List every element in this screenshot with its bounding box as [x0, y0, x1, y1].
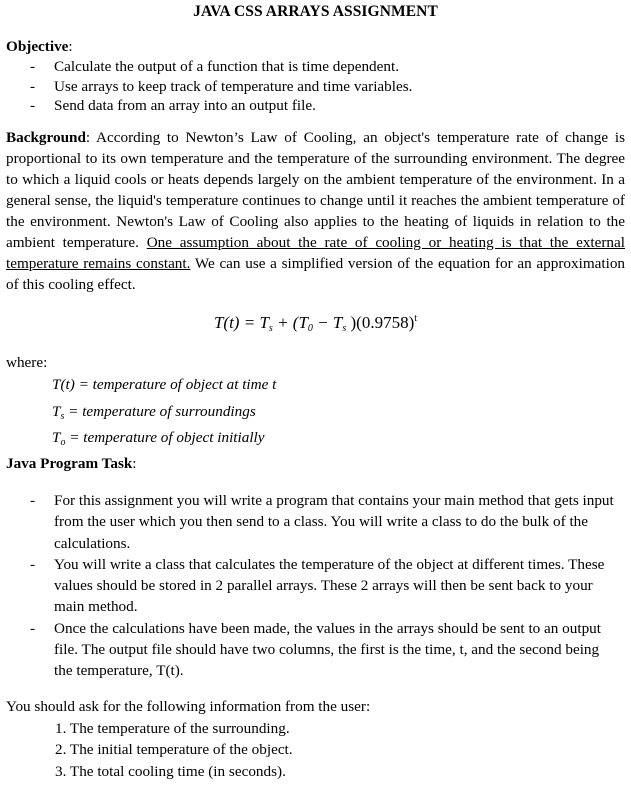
equation-sub-s: s — [268, 323, 273, 334]
ask-list — [55, 718, 293, 782]
definition-row — [52, 374, 276, 401]
background-text: : According to Newton’s Law of Cooling, an object's temperature rate of change is proportional to its own temperature and the temperature of the surrounding environment. The degree to which a liquid cools or heats depends largely on the ambient temperature of the environment. In a general sense, the liquid's temperature continues to change until it reaches the ambient temperature of the environment. Newton's Law of Cooling also applies to the heating of liquids in relation to the ambient temperature. — [6, 129, 625, 251]
background-underlined-text: One assumption about the rate of cooling or heating is that the external temperature remains constant. — [6, 234, 625, 272]
document-title: JAVA CSS ARRAYS ASSIGNMENT — [193, 3, 438, 20]
ask-intro: You should ask for the following information from the user: — [6, 698, 371, 715]
dash-bullet: - — [30, 492, 36, 509]
task-item-text: For this assignment you will write a program that contains your main method that gets input from the user which you then send to a class. You will write a class to do the bulk of the calculations. — [54, 492, 614, 552]
equation-sub-s2: s — [342, 323, 347, 334]
objective-heading-line — [6, 38, 73, 56]
where-label: where: — [6, 354, 48, 371]
definition-subscript: o — [60, 437, 66, 448]
task-colon: : — [132, 455, 137, 472]
cooling-equation — [0, 313, 631, 334]
dash-bullet: - — [30, 555, 36, 573]
ask-item: 1. The temperature of the surrounding. — [55, 720, 290, 737]
objective-item-text: Calculate the output of a function that is time dependent. — [54, 58, 399, 75]
definition-text: = temperature of object at time t — [74, 376, 277, 393]
equation-exponent: t — [414, 313, 418, 324]
dash-bullet: - — [30, 77, 36, 95]
task-item-text: You will write a class that calculates the temperature of the object at different times. These values should be stored in 2 parallel arrays. These 2 arrays will then be sent back to your main method. — [54, 555, 605, 616]
objective-item — [30, 77, 412, 97]
background-heading: Background — [6, 129, 86, 146]
background-paragraph — [6, 127, 625, 295]
task-heading-line — [6, 455, 137, 473]
equation-factor: )(0.9758) — [346, 313, 415, 332]
ask-item: 2. The initial temperature of the object. — [55, 741, 293, 759]
task-heading: Java Program Task — [6, 455, 133, 472]
objective-list — [30, 57, 412, 116]
objective-colon: : — [68, 38, 73, 55]
dash-bullet: - — [30, 619, 36, 637]
definition-symbol: T — [52, 402, 61, 420]
task-item — [30, 554, 620, 618]
objective-item-text: Send data from an array into an output file. — [54, 97, 316, 114]
dash-bullet: - — [30, 58, 36, 75]
dash-bullet: - — [30, 97, 36, 114]
definition-row — [52, 401, 276, 428]
task-item — [30, 618, 620, 682]
task-item — [30, 490, 620, 554]
background-text-end: We can use a simplified version of the equation for an approximation of this cooling effect. — [6, 255, 626, 293]
definition-text: = temperature of object initially — [65, 429, 265, 446]
variable-definitions — [52, 374, 276, 454]
equation-minus: − T — [312, 313, 343, 332]
definition-symbol: T(t) — [52, 376, 75, 393]
equation-sub-0: 0 — [307, 323, 313, 334]
objective-item — [30, 57, 412, 77]
task-list — [30, 490, 620, 682]
objective-item-text: Use arrays to keep track of temperature and time variables. — [54, 77, 413, 95]
equation-lhs: T(t) = T — [213, 313, 269, 332]
definition-text: = temperature of surroundings — [64, 402, 256, 420]
definition-subscript: s — [60, 410, 65, 422]
definition-symbol: T — [52, 429, 61, 446]
objective-heading: Objective — [6, 38, 69, 55]
objective-item — [30, 96, 412, 116]
definition-row — [52, 427, 276, 454]
equation-plus: + (T — [272, 313, 308, 332]
task-item-text: Once the calculations have been made, the values in the arrays should be sent to an output file. The output file should have two columns, the first is the time, t, and the second being the temperature, T(t). — [54, 619, 601, 680]
ask-item: 3. The total cooling time (in seconds). — [55, 762, 286, 780]
